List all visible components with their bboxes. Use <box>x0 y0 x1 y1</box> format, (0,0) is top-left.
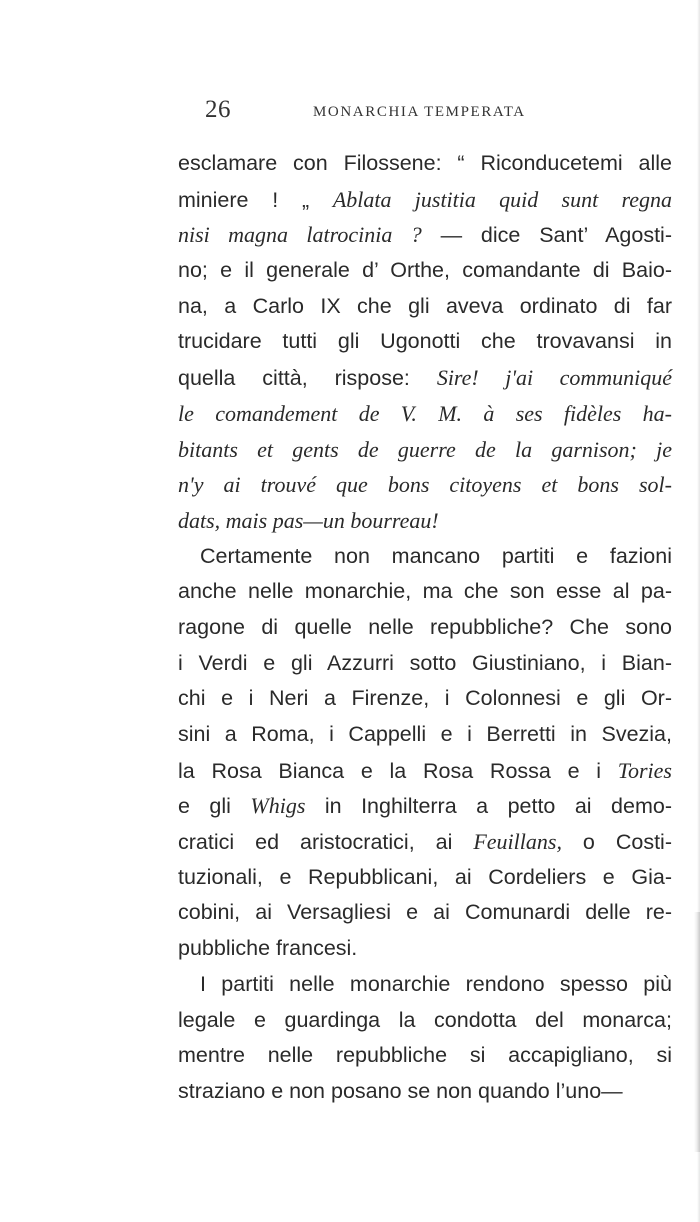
text-line <box>178 895 672 931</box>
italic-span: dats, mais pas—un bourreau! <box>178 507 439 533</box>
italic-span: Whigs <box>250 793 306 819</box>
text-line <box>178 1074 672 1110</box>
text-span: miniere ! „ <box>178 187 333 212</box>
text-line <box>178 503 672 539</box>
italic-span: n'y ai trouvé que bons citoyens et bons sol- <box>178 472 672 498</box>
text-line <box>178 967 672 1003</box>
text-span: cratici ed aristocratici, ai <box>178 830 474 855</box>
text-line <box>178 396 672 432</box>
text-line <box>178 646 672 682</box>
text-span: chi e i Neri a Firenze, i Colonnesi e gli Or- <box>178 686 672 711</box>
text-line <box>178 931 672 967</box>
text-span: sini a Roma, i Cappelli e i Berretti in Svezia, <box>178 722 672 746</box>
italic-span: bitants et gents de guerre de la garnison; je <box>178 436 672 462</box>
italic-span: Sire! j'ai communiqué <box>436 365 672 391</box>
text-span: trucidare tutti gli Ugonotti che trovavansi in <box>178 329 672 354</box>
text-line <box>178 217 672 253</box>
text-line <box>178 539 672 575</box>
italic-span: Ablata justitia quid sunt regna <box>332 186 672 212</box>
text-line <box>178 467 672 503</box>
text-line <box>178 253 672 289</box>
text-line <box>178 1038 672 1074</box>
text-span: e gli <box>178 794 251 819</box>
page-header <box>205 96 550 128</box>
text-span: tuzionali, e Repubblicani, ai Cordeliers e Gia- <box>178 864 672 889</box>
text-span: esclamare con Filossene: “ Riconducetemi alle <box>178 151 672 175</box>
text-line <box>178 681 672 717</box>
text-line <box>178 182 672 218</box>
italic-span: Tories <box>617 757 672 783</box>
body-text <box>178 146 672 1110</box>
text-line <box>178 753 672 789</box>
text-span: la Rosa Bianca e la Rosa Rossa e i <box>178 758 618 783</box>
text-line <box>178 610 672 646</box>
text-span: na, a Carlo IX che gli aveva ordinato di far <box>178 293 672 318</box>
text-span: o Costi- <box>561 830 672 855</box>
text-span: Certamente non mancano partiti e fazioni <box>200 543 672 568</box>
text-line <box>178 788 672 824</box>
text-span: ragone di quelle nelle repubbliche? Che sono <box>178 614 672 639</box>
text-line <box>178 860 672 896</box>
text-span: i Verdi e gli Azzurri sotto Giustiniano, i Bian- <box>178 650 672 675</box>
text-line <box>178 824 672 860</box>
text-line <box>178 289 672 325</box>
text-span: cobini, ai Versagliesi e ai Comunardi delle re- <box>178 900 672 925</box>
italic-span: Feuillans, <box>473 829 562 855</box>
text-line <box>178 717 672 753</box>
text-span: I partiti nelle monarchie rendono spesso più <box>200 971 672 996</box>
text-line <box>178 432 672 468</box>
text-span: no; e il generale d’ Orthe, comandante di Baio- <box>178 258 672 283</box>
scan-mark <box>694 912 700 1152</box>
text-span: straziano e non posano se non quando l’uno— <box>178 1078 623 1103</box>
text-span: anche nelle monarchie, ma che son esse al pa- <box>178 579 672 604</box>
text-span: in Inghilterra a petto ai demo- <box>305 794 672 819</box>
italic-span: nisi magna latrocinia ? <box>178 222 422 248</box>
text-span: quella città, rispose: <box>178 366 437 391</box>
page-number: 26 <box>205 96 231 123</box>
text-line <box>178 146 672 182</box>
text-span: legale e guardinga la condotta del monarca; <box>178 1007 672 1032</box>
text-line <box>178 324 672 360</box>
text-span: mentre nelle repubbliche si accapigliano, si <box>178 1043 672 1068</box>
text-span: — dice Sant’ Agosti- <box>421 223 672 248</box>
text-line <box>178 1003 672 1039</box>
italic-span: le comandement de V. M. à ses fidèles ha- <box>178 400 672 426</box>
text-line <box>178 360 672 396</box>
text-span: pubbliche francesi. <box>178 936 358 961</box>
text-line <box>178 574 672 610</box>
running-title: MONARCHIA TEMPERATA <box>313 104 526 120</box>
